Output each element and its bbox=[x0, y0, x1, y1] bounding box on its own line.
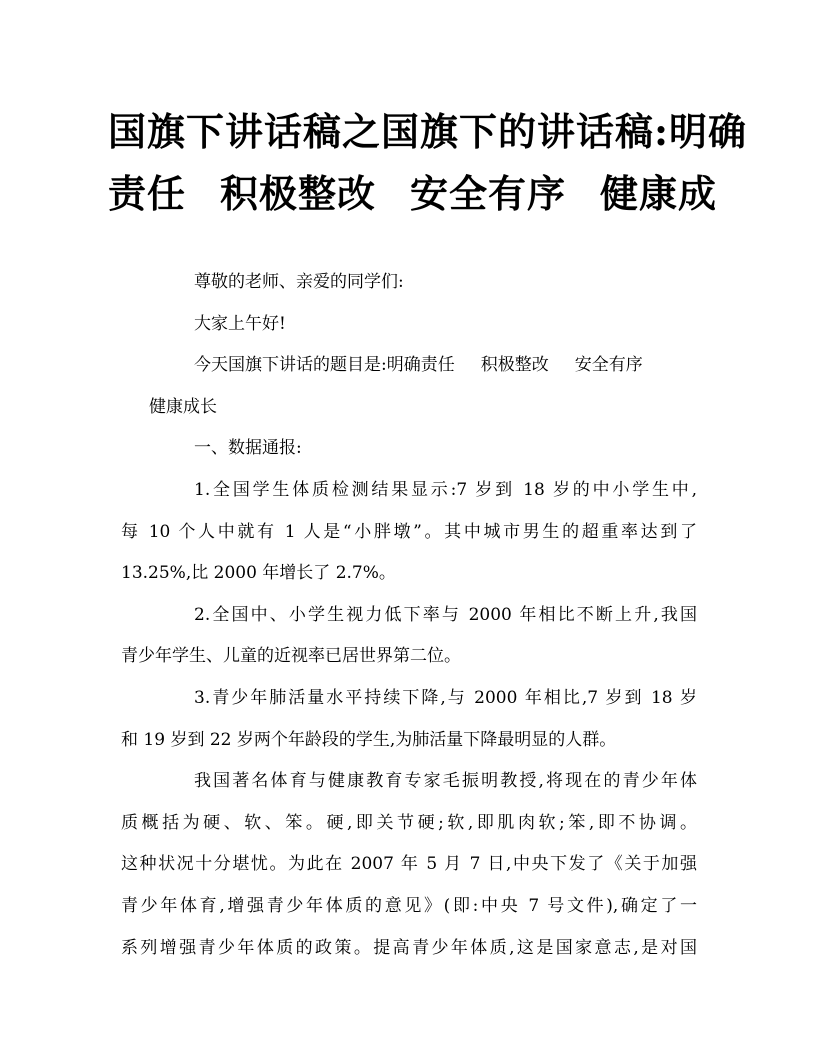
document-title-line-1: 国旗下讲话稿之国旗下的讲话稿:明确 bbox=[108, 109, 748, 154]
paragraph-line-1: 我国著名体育与健康教育专家毛振明教授,将现在的青少年体 bbox=[194, 771, 697, 792]
greeting: 尊敬的老师、亲爱的同学们: bbox=[194, 272, 404, 292]
topic-line-2: 健康成长 bbox=[149, 396, 217, 417]
document-body bbox=[121, 262, 697, 969]
section-1-heading: 一、数据通报: bbox=[194, 438, 302, 459]
document-title-line-2 bbox=[108, 165, 718, 223]
item-3-line-1: 3.青少年肺活量水平持续下降,与 2000 年相比,7 岁到 18 岁 bbox=[194, 687, 697, 708]
title-part-1: 责任 bbox=[108, 171, 187, 216]
paragraph-line-5: 系列增强青少年体质的政策。提高青少年体质,这是国家意志,是对国 bbox=[121, 937, 697, 958]
item-1-line-2: 每 10 个人中就有 1 人是“小胖墩”。其中城市男生的超重率达到了 bbox=[121, 521, 697, 542]
topic-line-1 bbox=[121, 345, 697, 387]
topic-part-1: 今天国旗下讲话的题目是:明确责任 bbox=[194, 355, 455, 376]
topic-part-3: 安全有序 bbox=[574, 355, 643, 376]
title-part-3: 安全有序 bbox=[410, 171, 567, 216]
item-3-line-2: 和 19 岁到 22 岁两个年龄段的学生,为肺活量下降最明显的人群。 bbox=[121, 729, 617, 750]
title-part-4: 健康成 bbox=[600, 171, 718, 216]
item-1-line-3: 13.25%,比 2000 年增长了 2.7%。 bbox=[121, 563, 396, 584]
title-part-2: 积极整改 bbox=[220, 171, 377, 216]
paragraph-line-4: 青少年体育,增强青少年体质的意见》(即:中央 7 号文件),确定了一 bbox=[121, 895, 697, 916]
paragraph-line-3: 这种状况十分堪忧。为此在 2007 年 5 月 7 日,中央下发了《关于加强 bbox=[121, 854, 697, 875]
paragraph-line-2: 质概括为硬、软、笨。硬,即关节硬;软,即肌肉软;笨,即不协调。 bbox=[121, 812, 697, 833]
topic-part-2: 积极整改 bbox=[480, 355, 549, 376]
item-2-line-2: 青少年学生、儿童的近视率已居世界第二位。 bbox=[121, 646, 461, 667]
item-2-line-1: 2.全国中、小学生视力低下率与 2000 年相比不断上升,我国 bbox=[194, 604, 697, 625]
hello: 大家上午好! bbox=[194, 313, 286, 334]
item-1-line-1: 1.全国学生体质检测结果显示:7 岁到 18 岁的中小学生中, bbox=[194, 479, 697, 500]
